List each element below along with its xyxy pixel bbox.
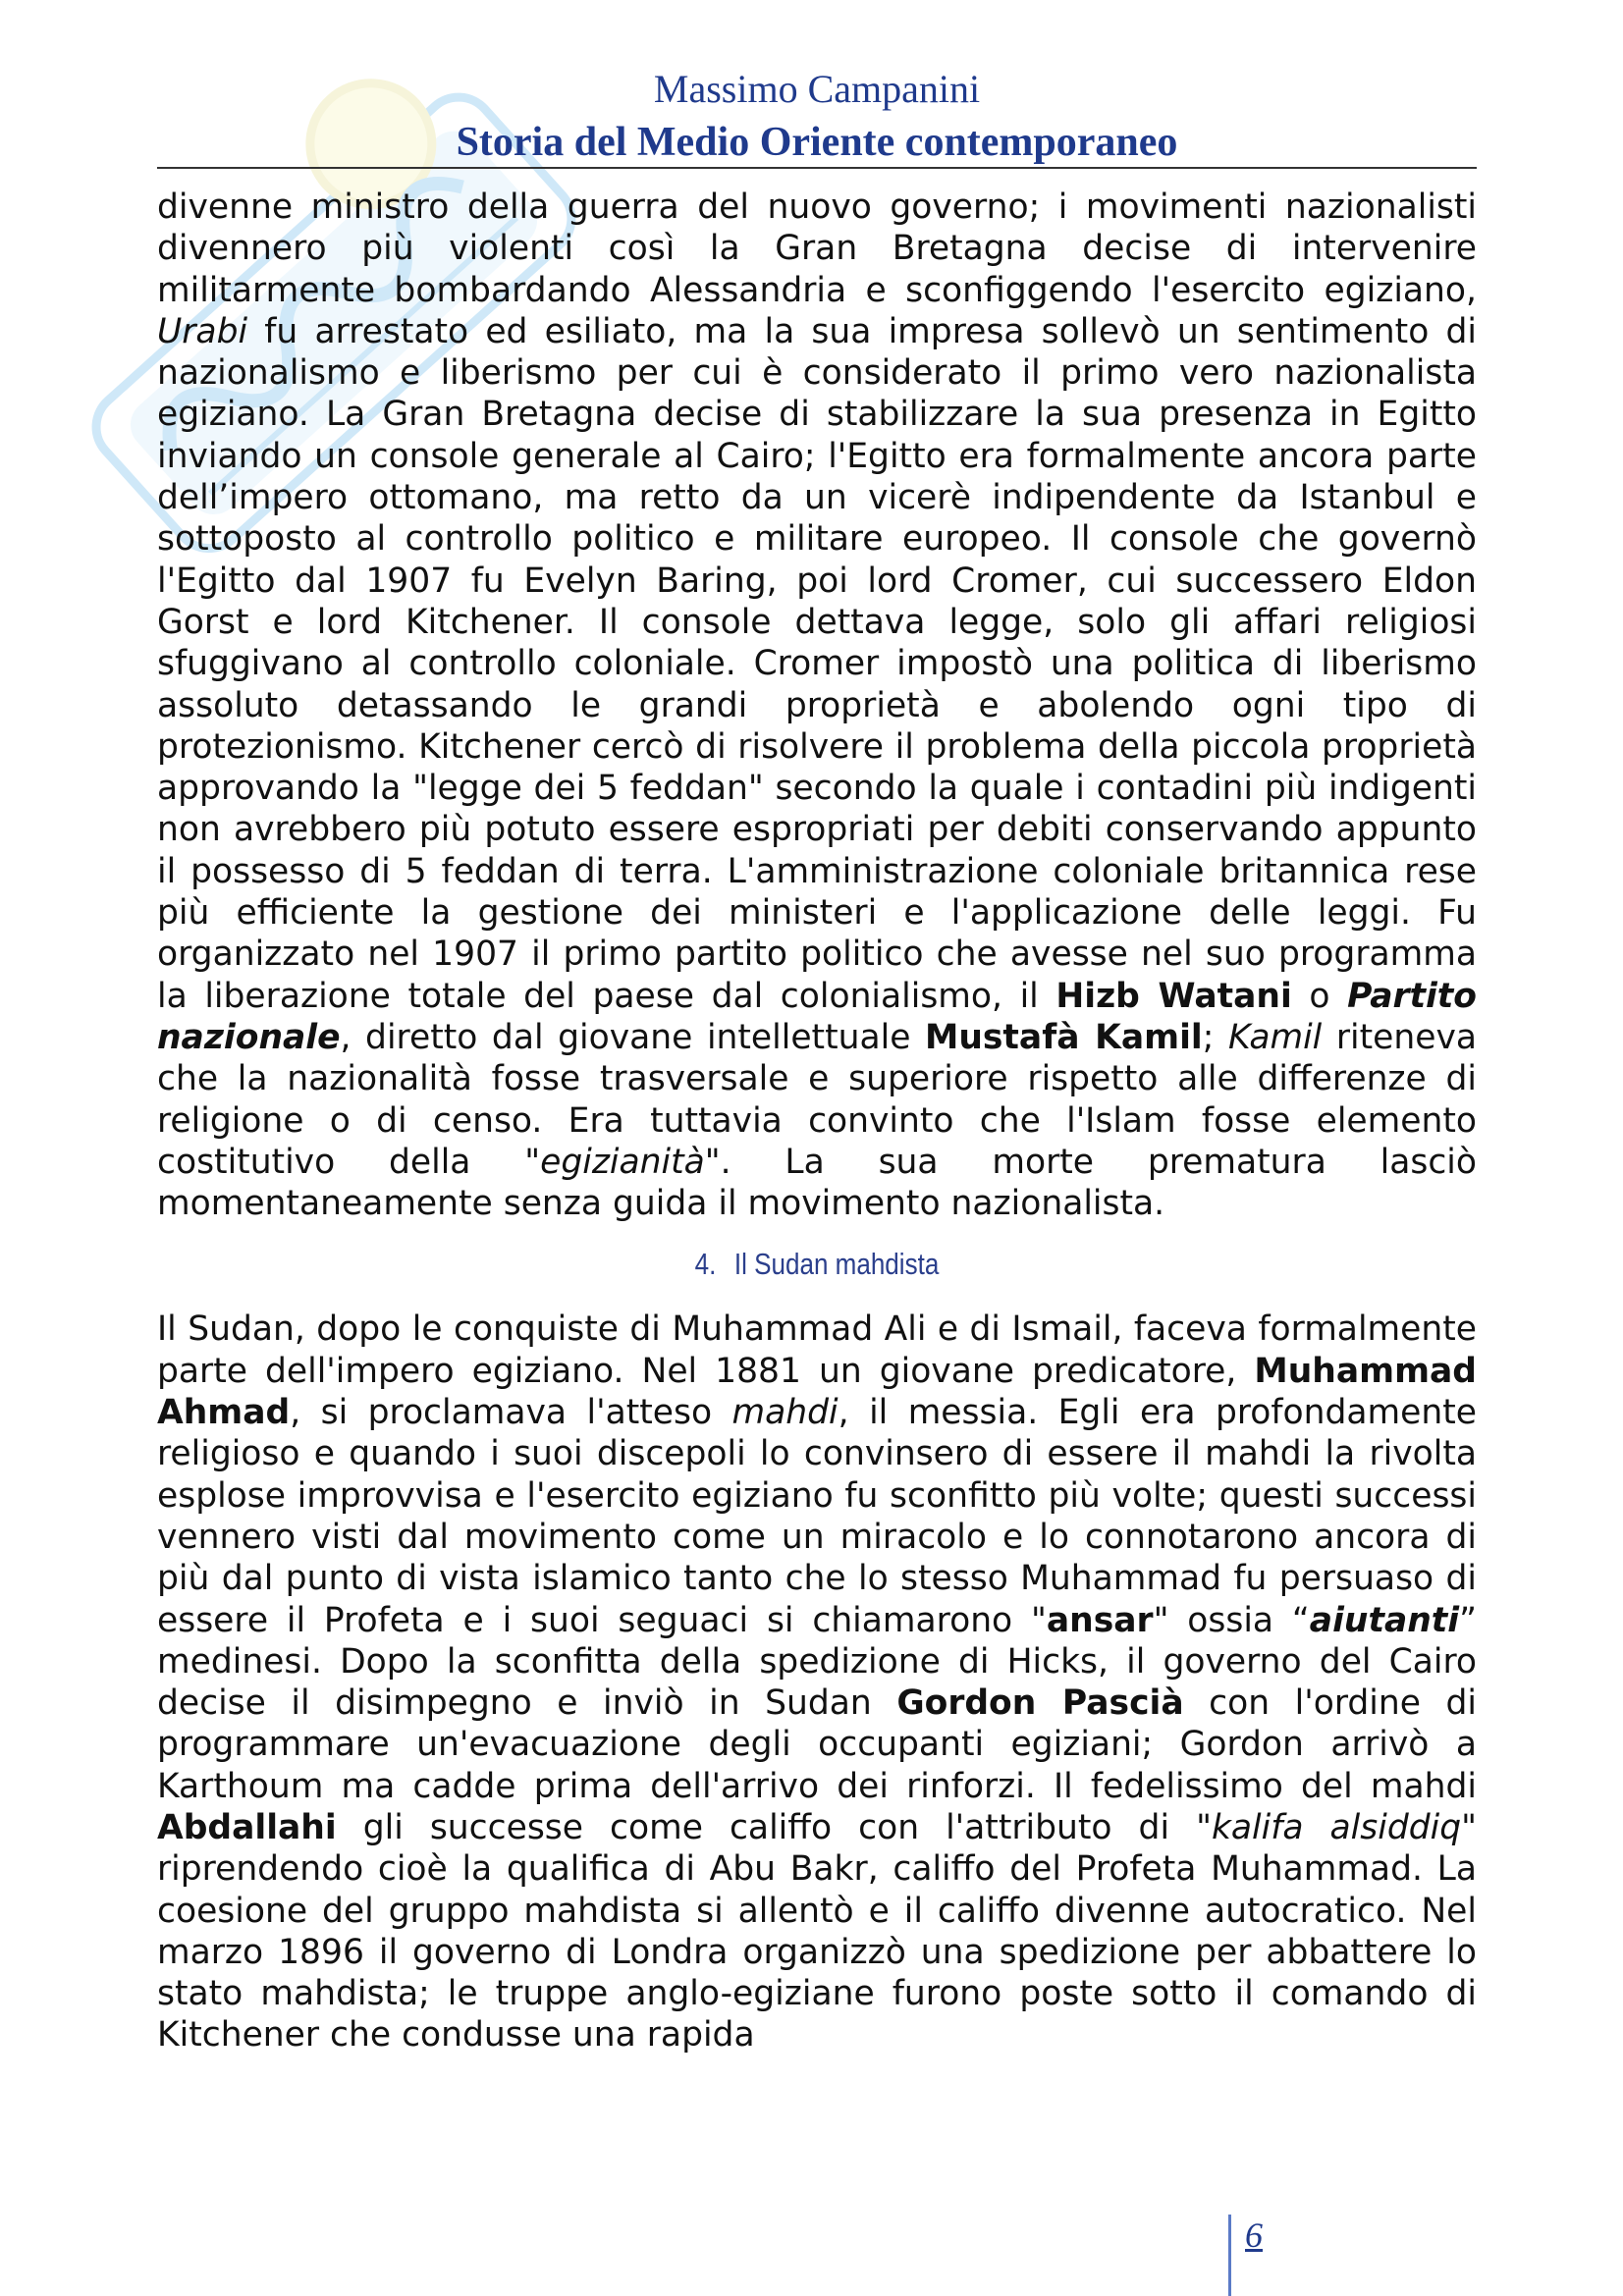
section-title: Il Sudan mahdista bbox=[733, 1247, 940, 1282]
page-number: 6 bbox=[1245, 2216, 1263, 2255]
text-run: divenne ministro della guerra del nuovo governo; i movimenti nazionalisti divennero più violenti così la Gran Bretagna decise di intervenire militarmente bombardando Alessandria e sconfiggendo l'esercito egiziano, bbox=[157, 187, 1477, 310]
header-author: Massimo Campanini bbox=[653, 67, 981, 111]
text-run-bold-italic: aiutanti bbox=[1309, 1600, 1460, 1640]
text-run: " ossia “ bbox=[1153, 1600, 1310, 1640]
text-run-italic: Urabi bbox=[157, 311, 248, 351]
paragraph-egypt bbox=[157, 187, 1477, 1224]
text-run: gli successe come califfo con l'attributo di " bbox=[336, 1807, 1212, 1847]
text-run: " riprendendo cioè la qualifica di Abu Bakr, califfo del Profeta Muhammad. La coesione del gruppo mahdista si allentò e il califfo divenne autocratico. Nel marzo 1896 il governo di Londra organizzò una spedizione per abbattere lo stato mahdista; le truppe anglo-egiziane furono poste sotto il comando di Kitchener che condusse una rapida bbox=[157, 1807, 1477, 2056]
text-run-italic: Kamil bbox=[1227, 1017, 1323, 1057]
text-run: , il messia. Egli era profondamente religioso e quando i suoi discepoli lo convinsero di essere il mahdi la rivolta esplose improvvisa e l'esercito egiziano fu sconfitto più volte; questi successi vennero visti dal movimento come un miracolo e lo connotarono ancora di più dal punto di vista islamico tanto che lo stesso Muhammad fu persuaso di essere il Profeta e i suoi seguaci si chiamarono " bbox=[157, 1393, 1477, 1640]
text-run-bold: Abdallahi bbox=[157, 1807, 337, 1847]
text-run: riteneva che la nazionalità fosse trasversale e superiore rispetto alle differenze di religione o di censo. Era tuttavia convinto che l'Islam fosse elemento costitutivo della " bbox=[157, 1017, 1478, 1182]
text-run-bold: Muhammad Ahmad bbox=[157, 1351, 1477, 1433]
text-run-bold-italic: Partito nazionale bbox=[157, 976, 1477, 1057]
text-run-italic: egizianità bbox=[540, 1142, 705, 1182]
section-heading bbox=[263, 1246, 1372, 1283]
text-run: Il Sudan, dopo le conquiste di Muhammad Ali e di Ismail, faceva formalmente parte dell'impero egiziano. Nel 1881 un giovane predicatore, bbox=[157, 1309, 1477, 1391]
body-text bbox=[157, 187, 1477, 2056]
text-run-bold: ansar bbox=[1046, 1600, 1154, 1640]
page-header bbox=[157, 63, 1477, 169]
text-run: ; bbox=[1202, 1017, 1228, 1057]
text-run: , si proclamava l'atteso bbox=[290, 1393, 732, 1433]
section-number: 4. bbox=[694, 1247, 717, 1282]
header-title: Storia del Medio Oriente contemporaneo bbox=[456, 120, 1178, 165]
text-run-bold: Gordon Pascià bbox=[896, 1683, 1184, 1724]
text-run: o bbox=[1291, 976, 1348, 1016]
text-run: , diretto dal giovane intellettuale bbox=[340, 1017, 925, 1057]
text-run: ". La sua morte prematura lasciò momentaneamente senza guida il movimento nazionalista. bbox=[157, 1142, 1477, 1224]
text-run-italic: kalifa alsiddiq bbox=[1211, 1807, 1462, 1847]
text-run-bold: Mustafà Kamil bbox=[925, 1017, 1203, 1057]
text-run-italic: mahdi bbox=[731, 1393, 839, 1433]
text-run-bold: Hizb Watani bbox=[1055, 976, 1292, 1016]
text-run: fu arrestato ed esiliato, ma la sua impresa sollevò un sentimento di nazionalismo e liberismo per cui è considerato il primo vero nazionalista egiziano. La Gran Bretagna decise di stabilizzare la sua presenza in Egitto inviando un console generale al Cairo; l'Egitto era formalmente ancora parte dell’impero ottomano, ma retto da un vicerè indipendente da Istanbul e sottoposto al controllo politico e militare europeo. Il console che governò l'Egitto dal 1907 fu Evelyn Baring, poi lord Cromer, cui successero Eldon Gorst e lord Kitchener. Il console dettava legge, solo gli affari religiosi sfuggivano al controllo coloniale. Cromer impostò una politica di liberismo assoluto detassando le grandi proprietà e abolendo ogni tipo di protezionismo. Kitchener cercò di risolvere il problema della piccola proprietà approvando la "legge dei 5 feddan" secondo la quale i contadini più indigenti non avrebbero più potuto essere espropriati per debiti conservando appunto il possesso di 5 feddan di terra. L'amministrazione coloniale britannica rese più efficiente la gestione dei ministeri e l'applicazione delle leggi. Fu organizzato nel 1907 il primo partito politico che avesse nel suo programma la liberazione totale del paese dal colonialismo, il bbox=[157, 311, 1477, 1016]
text-run: ” medinesi. Dopo la sconfitta della spedizione di Hicks, il governo del Cairo decise il disimpegno e inviò in Sudan bbox=[157, 1600, 1477, 1724]
footer-divider bbox=[1228, 2215, 1231, 2296]
text-run: con l'ordine di programmare un'evacuazione degli occupanti egiziani; Gordon arrivò a Karthoum ma cadde prima dell'arrivo dei rinforzi. Il fedelissimo del mahdi bbox=[157, 1683, 1477, 1806]
header-divider bbox=[157, 167, 1477, 169]
paragraph-sudan bbox=[157, 1308, 1477, 2056]
